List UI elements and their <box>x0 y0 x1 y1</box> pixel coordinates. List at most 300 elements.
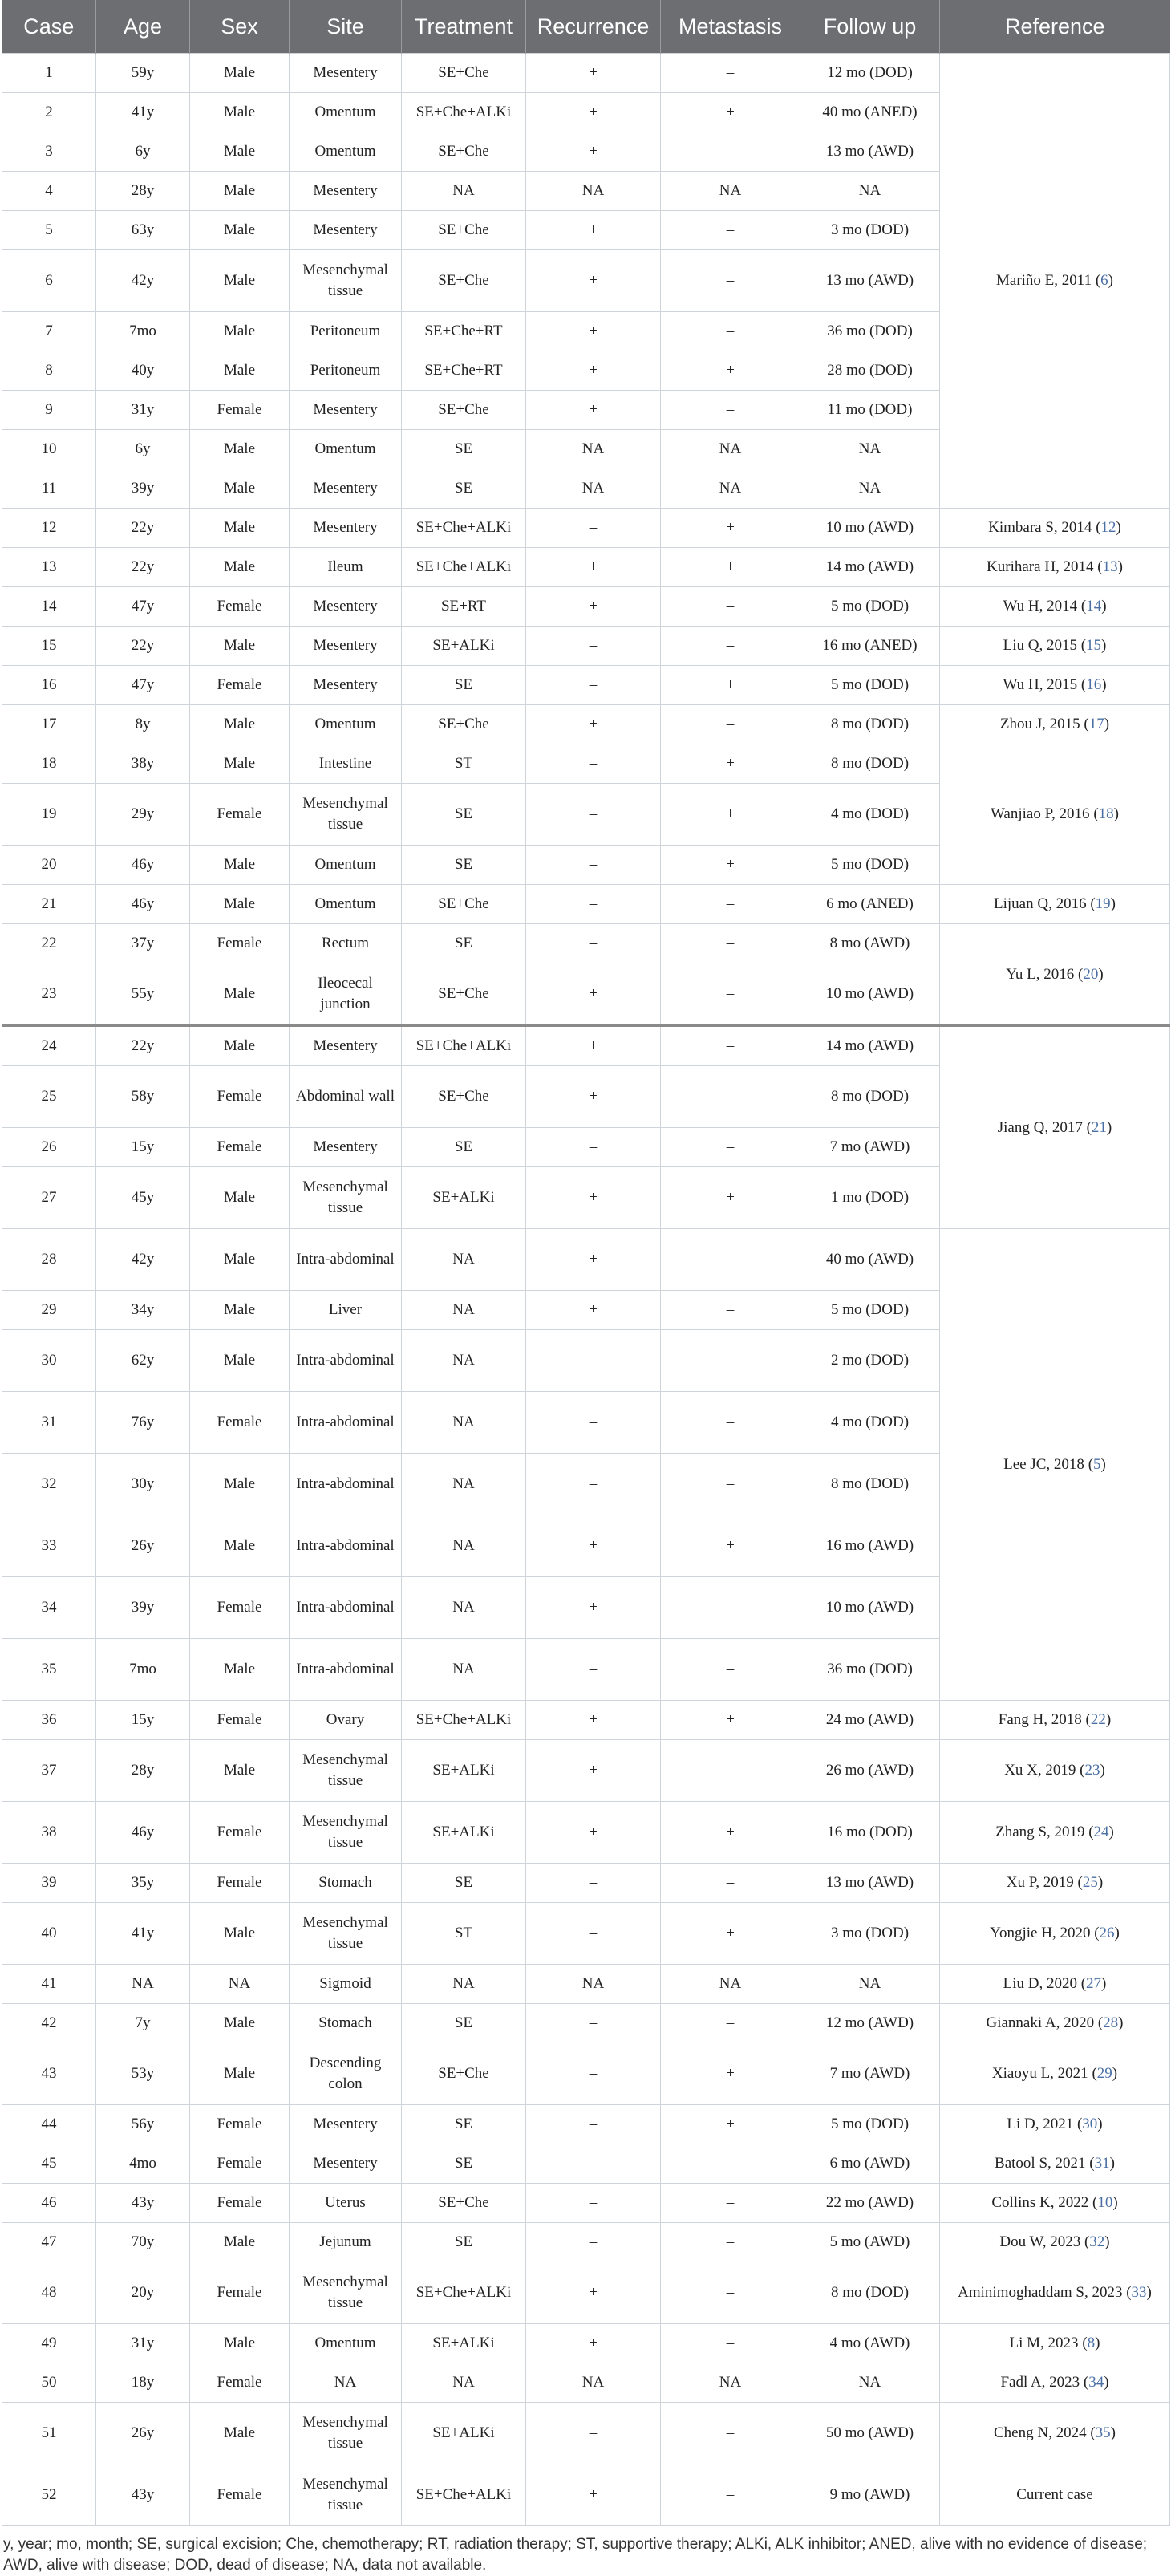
cell-reference: Wanjiao P, 2016 (18) <box>940 744 1170 885</box>
cell-follow: 14 mo (AWD) <box>800 548 940 587</box>
cell-sex: Male <box>190 1291 290 1330</box>
cell-sex: Male <box>190 1515 290 1577</box>
cell-site: Peritoneum <box>290 351 402 391</box>
cell-follow: 26 mo (AWD) <box>800 1740 940 1802</box>
cell-metastasis: + <box>661 744 800 784</box>
citation-link[interactable]: 35 <box>1095 2424 1111 2441</box>
cell-case: 5 <box>2 211 96 250</box>
table-row <box>2 548 1170 587</box>
cell-site: Mesentery <box>290 211 402 250</box>
cell-recurrence: + <box>526 705 661 744</box>
cell-site: Mesenchymal tissue <box>290 1740 402 1802</box>
cell-metastasis: – <box>661 2144 800 2184</box>
cell-sex: Male <box>190 1229 290 1291</box>
reference-text: Yu L, 2016 <box>1006 965 1075 983</box>
cell-site: Intra-abdominal <box>290 1639 402 1701</box>
cell-follow: 9 mo (AWD) <box>800 2464 940 2526</box>
cell-case: 43 <box>2 2043 96 2105</box>
cell-sex: Male <box>190 548 290 587</box>
citation-link[interactable]: 33 <box>1131 2284 1147 2301</box>
cell-age: 22y <box>96 509 190 548</box>
citation-link[interactable]: 20 <box>1083 965 1099 983</box>
cell-age: 7y <box>96 2004 190 2043</box>
cell-treatment: SE <box>402 1864 526 1903</box>
cell-age: 15y <box>96 1701 190 1740</box>
citation-link[interactable]: 5 <box>1093 1455 1101 1473</box>
cell-recurrence: – <box>526 2043 661 2105</box>
reference-text: Current case <box>1016 2486 1093 2503</box>
cell-case: 18 <box>2 744 96 784</box>
cell-case: 28 <box>2 1229 96 1291</box>
column-header: Metastasis <box>661 0 800 54</box>
cell-age: 46y <box>96 885 190 924</box>
cell-sex: Female <box>190 2262 290 2324</box>
cell-case: 44 <box>2 2105 96 2144</box>
cell-metastasis: – <box>661 1066 800 1128</box>
cell-treatment: NA <box>402 172 526 211</box>
column-header: Recurrence <box>526 0 661 54</box>
cell-sex: Male <box>190 351 290 391</box>
cell-follow: 3 mo (DOD) <box>800 211 940 250</box>
cell-follow: 12 mo (DOD) <box>800 54 940 93</box>
cell-metastasis: – <box>661 2184 800 2223</box>
cell-age: 22y <box>96 627 190 666</box>
cell-sex: Female <box>190 784 290 846</box>
cell-site: Mesentery <box>290 391 402 430</box>
cell-case: 30 <box>2 1330 96 1392</box>
table-row <box>2 1965 1170 2004</box>
table-row <box>2 885 1170 924</box>
cell-age: 62y <box>96 1330 190 1392</box>
cell-follow: 8 mo (DOD) <box>800 744 940 784</box>
cell-age: 31y <box>96 391 190 430</box>
cell-treatment: SE+Che+ALKi <box>402 93 526 132</box>
cell-follow: 16 mo (DOD) <box>800 1802 940 1864</box>
cell-site: Omentum <box>290 846 402 885</box>
citation-link[interactable]: 29 <box>1096 2065 1112 2082</box>
cell-metastasis: – <box>661 1291 800 1330</box>
cell-sex: Female <box>190 1128 290 1167</box>
cell-treatment: SE <box>402 666 526 705</box>
cell-metastasis: – <box>661 2324 800 2363</box>
cell-case: 32 <box>2 1454 96 1515</box>
cell-recurrence: – <box>526 1128 661 1167</box>
cell-site: NA <box>290 2363 402 2403</box>
table-row <box>2 924 1170 963</box>
cell-treatment: SE <box>402 784 526 846</box>
cell-site: Descending colon <box>290 2043 402 2105</box>
cell-recurrence: – <box>526 2004 661 2043</box>
cell-recurrence: + <box>526 1291 661 1330</box>
reference-text: Xu P, 2019 <box>1006 1874 1074 1891</box>
cell-treatment: SE+Che <box>402 54 526 93</box>
cell-treatment: SE <box>402 2105 526 2144</box>
cell-age: 18y <box>96 2363 190 2403</box>
cell-metastasis: – <box>661 132 800 172</box>
cell-case: 47 <box>2 2223 96 2262</box>
cell-site: Omentum <box>290 885 402 924</box>
cell-treatment: SE+ALKi <box>402 2403 526 2464</box>
cell-case: 22 <box>2 924 96 963</box>
cell-metastasis: – <box>661 2262 800 2324</box>
cell-case: 46 <box>2 2184 96 2223</box>
citation-link[interactable]: 6 <box>1100 272 1108 289</box>
cell-case: 37 <box>2 1740 96 1802</box>
cell-recurrence: – <box>526 885 661 924</box>
cell-follow: 6 mo (AWD) <box>800 2144 940 2184</box>
column-header: Site <box>290 0 402 54</box>
cell-age: 41y <box>96 93 190 132</box>
cell-metastasis: – <box>661 885 800 924</box>
cell-site: Mesentery <box>290 666 402 705</box>
cell-treatment: NA <box>402 1639 526 1701</box>
cell-recurrence: – <box>526 1330 661 1392</box>
cell-metastasis: – <box>661 1330 800 1392</box>
cell-follow: NA <box>800 469 940 509</box>
cell-case: 2 <box>2 93 96 132</box>
table-row <box>2 2223 1170 2262</box>
cell-reference: Wu H, 2014 (14) <box>940 587 1170 627</box>
citation-link[interactable]: 14 <box>1086 598 1102 615</box>
citation-link[interactable]: 24 <box>1093 1823 1109 1840</box>
citation-link[interactable]: 23 <box>1084 1762 1100 1779</box>
cell-age: 35y <box>96 1864 190 1903</box>
cell-age: 76y <box>96 1392 190 1454</box>
cell-treatment: NA <box>402 1330 526 1392</box>
cell-sex: Male <box>190 705 290 744</box>
cell-follow: 13 mo (AWD) <box>800 1864 940 1903</box>
cell-reference: Yongjie H, 2020 (26) <box>940 1903 1170 1965</box>
cell-age: 8y <box>96 705 190 744</box>
cell-sex: Female <box>190 666 290 705</box>
cell-sex: Male <box>190 1026 290 1066</box>
cell-recurrence: + <box>526 1515 661 1577</box>
cell-case: 40 <box>2 1903 96 1965</box>
cell-sex: Female <box>190 1577 290 1639</box>
cell-reference: Xiaoyu L, 2021 (29) <box>940 2043 1170 2105</box>
cell-age: 6y <box>96 430 190 469</box>
cell-case: 38 <box>2 1802 96 1864</box>
reference-text: Xiaoyu L, 2021 <box>991 2065 1088 2082</box>
cell-sex: Male <box>190 250 290 312</box>
table-row <box>2 1864 1170 1903</box>
table-row <box>2 627 1170 666</box>
cell-metastasis: NA <box>661 1965 800 2004</box>
cell-follow: 2 mo (DOD) <box>800 1330 940 1392</box>
citation-link[interactable]: 10 <box>1097 2194 1113 2211</box>
cell-age: 47y <box>96 666 190 705</box>
cell-case: 15 <box>2 627 96 666</box>
cell-follow: 24 mo (AWD) <box>800 1701 940 1740</box>
cell-recurrence: – <box>526 784 661 846</box>
citation-link[interactable]: 12 <box>1100 519 1116 536</box>
column-header: Case <box>2 0 96 54</box>
cell-age: 20y <box>96 2262 190 2324</box>
cell-treatment: SE+RT <box>402 587 526 627</box>
cell-sex: Male <box>190 2403 290 2464</box>
cell-recurrence: + <box>526 1577 661 1639</box>
citation-link[interactable]: 32 <box>1089 2233 1105 2250</box>
cell-sex: Male <box>190 963 290 1026</box>
cell-case: 23 <box>2 963 96 1026</box>
cell-case: 11 <box>2 469 96 509</box>
cell-reference: Jiang Q, 2017 (21) <box>940 1026 1170 1229</box>
table-row <box>2 587 1170 627</box>
cell-metastasis: – <box>661 924 800 963</box>
cell-age: 41y <box>96 1903 190 1965</box>
cell-follow: 8 mo (DOD) <box>800 1066 940 1128</box>
cell-recurrence: + <box>526 2262 661 2324</box>
cell-age: 40y <box>96 351 190 391</box>
cell-sex: Male <box>190 2004 290 2043</box>
citation-link[interactable]: 28 <box>1103 2014 1119 2031</box>
reference-text: Aminimoghaddam S, 2023 <box>958 2284 1123 2301</box>
cell-age: 39y <box>96 1577 190 1639</box>
table-row <box>2 1701 1170 1740</box>
cell-recurrence: – <box>526 1454 661 1515</box>
reference-text: Zhou J, 2015 <box>999 716 1080 732</box>
cell-site: Peritoneum <box>290 312 402 351</box>
citation-link[interactable]: 15 <box>1086 637 1102 654</box>
citation-link[interactable]: 13 <box>1102 558 1118 575</box>
citation-link[interactable]: 26 <box>1099 1925 1115 1941</box>
cell-treatment: NA <box>402 1454 526 1515</box>
citation-link[interactable]: 16 <box>1086 676 1102 693</box>
cell-metastasis: + <box>661 2043 800 2105</box>
cell-reference: Kurihara H, 2014 (13) <box>940 548 1170 587</box>
cell-case: 17 <box>2 705 96 744</box>
cell-recurrence: + <box>526 587 661 627</box>
cell-age: 7mo <box>96 1639 190 1701</box>
reference-text: Dou W, 2023 <box>999 2233 1081 2250</box>
cell-recurrence: – <box>526 627 661 666</box>
cell-treatment: NA <box>402 1577 526 1639</box>
cell-follow: 7 mo (AWD) <box>800 1128 940 1167</box>
cell-recurrence: NA <box>526 172 661 211</box>
cell-treatment: SE+Che <box>402 705 526 744</box>
citation-link[interactable]: 21 <box>1091 1118 1107 1136</box>
cell-follow: 8 mo (DOD) <box>800 1454 940 1515</box>
cell-case: 20 <box>2 846 96 885</box>
citation-link[interactable]: 31 <box>1094 2155 1110 2172</box>
cell-age: 63y <box>96 211 190 250</box>
cell-age: 42y <box>96 250 190 312</box>
cell-follow: 5 mo (DOD) <box>800 1291 940 1330</box>
cell-age: 28y <box>96 1740 190 1802</box>
cell-age: 30y <box>96 1454 190 1515</box>
cell-site: Mesentery <box>290 2144 402 2184</box>
cell-metastasis: NA <box>661 430 800 469</box>
cell-follow: 8 mo (DOD) <box>800 705 940 744</box>
cell-recurrence: + <box>526 312 661 351</box>
cell-follow: 40 mo (AWD) <box>800 1229 940 1291</box>
cell-age: 6y <box>96 132 190 172</box>
cell-recurrence: – <box>526 2184 661 2223</box>
cell-treatment: SE+ALKi <box>402 1740 526 1802</box>
cell-treatment: NA <box>402 1229 526 1291</box>
citation-link[interactable]: 8 <box>1087 2335 1096 2351</box>
cell-metastasis: – <box>661 391 800 430</box>
cell-case: 33 <box>2 1515 96 1577</box>
cell-recurrence: + <box>526 1701 661 1740</box>
table-row <box>2 1740 1170 1802</box>
cell-follow: 50 mo (AWD) <box>800 2403 940 2464</box>
cell-site: Sigmoid <box>290 1965 402 2004</box>
cell-site: Omentum <box>290 2324 402 2363</box>
cell-case: 13 <box>2 548 96 587</box>
reference-text: Lee JC, 2018 <box>1003 1455 1084 1473</box>
cell-recurrence: + <box>526 1167 661 1229</box>
citation-link[interactable]: 17 <box>1088 716 1104 732</box>
reference-text: Batool S, 2021 <box>995 2155 1086 2172</box>
table-row <box>2 1903 1170 1965</box>
cell-reference: Xu P, 2019 (25) <box>940 1864 1170 1903</box>
cell-site: Ovary <box>290 1701 402 1740</box>
reference-text: Collins K, 2022 <box>991 2194 1089 2211</box>
cell-metastasis: + <box>661 1701 800 1740</box>
cell-recurrence: NA <box>526 469 661 509</box>
cell-treatment: SE <box>402 924 526 963</box>
cell-treatment: ST <box>402 744 526 784</box>
cell-metastasis: – <box>661 54 800 93</box>
cell-age: NA <box>96 1965 190 2004</box>
cell-age: 7mo <box>96 312 190 351</box>
cell-age: 22y <box>96 548 190 587</box>
cell-recurrence: – <box>526 1864 661 1903</box>
table-row <box>2 2324 1170 2363</box>
cell-sex: Male <box>190 469 290 509</box>
cell-reference: Batool S, 2021 (31) <box>940 2144 1170 2184</box>
cell-age: 59y <box>96 54 190 93</box>
cell-site: Abdominal wall <box>290 1066 402 1128</box>
cell-site: Mesenchymal tissue <box>290 1167 402 1229</box>
cell-age: 26y <box>96 1515 190 1577</box>
cell-reference: Fadl A, 2023 (34) <box>940 2363 1170 2403</box>
reference-text: Wanjiao P, 2016 <box>991 805 1090 822</box>
table-row <box>2 2144 1170 2184</box>
cell-site: Jejunum <box>290 2223 402 2262</box>
citation-link[interactable]: 18 <box>1098 805 1114 822</box>
cell-case: 3 <box>2 132 96 172</box>
cell-follow: NA <box>800 1965 940 2004</box>
cell-treatment: SE+Che+ALKi <box>402 548 526 587</box>
citation-link[interactable]: 30 <box>1082 2116 1098 2132</box>
table-body <box>2 54 1170 2526</box>
citation-link[interactable]: 19 <box>1095 895 1111 912</box>
cell-case: 51 <box>2 2403 96 2464</box>
cell-sex: Male <box>190 885 290 924</box>
cell-metastasis: – <box>661 1026 800 1066</box>
cell-metastasis: NA <box>661 469 800 509</box>
cell-treatment: SE+ALKi <box>402 1802 526 1864</box>
cell-site: Omentum <box>290 430 402 469</box>
cell-treatment: SE+ALKi <box>402 1167 526 1229</box>
cell-metastasis: – <box>661 250 800 312</box>
cell-recurrence: + <box>526 1066 661 1128</box>
cell-metastasis: + <box>661 548 800 587</box>
citation-link[interactable]: 34 <box>1088 2374 1104 2391</box>
cell-case: 49 <box>2 2324 96 2363</box>
cell-age: 45y <box>96 1167 190 1229</box>
cell-metastasis: + <box>661 1167 800 1229</box>
column-header: Sex <box>190 0 290 54</box>
cell-case: 19 <box>2 784 96 846</box>
cell-metastasis: + <box>661 351 800 391</box>
cell-treatment: SE+Che <box>402 211 526 250</box>
cell-recurrence: – <box>526 1903 661 1965</box>
cell-sex: Male <box>190 2223 290 2262</box>
citation-link[interactable]: 22 <box>1090 1711 1106 1728</box>
cell-case: 50 <box>2 2363 96 2403</box>
cell-metastasis: – <box>661 627 800 666</box>
cell-treatment: SE <box>402 1128 526 1167</box>
cell-recurrence: + <box>526 2464 661 2526</box>
cell-treatment: SE+Che+ALKi <box>402 2464 526 2526</box>
cell-metastasis: + <box>661 784 800 846</box>
cell-site: Rectum <box>290 924 402 963</box>
cell-site: Mesentery <box>290 1128 402 1167</box>
cell-reference: Li M, 2023 (8) <box>940 2324 1170 2363</box>
table-header-row <box>2 0 1170 54</box>
cell-site: Mesenchymal tissue <box>290 2464 402 2526</box>
table-row <box>2 2363 1170 2403</box>
cell-case: 36 <box>2 1701 96 1740</box>
cell-reference: Lijuan Q, 2016 (19) <box>940 885 1170 924</box>
cell-metastasis: – <box>661 1128 800 1167</box>
cell-recurrence: + <box>526 132 661 172</box>
cell-recurrence: – <box>526 2144 661 2184</box>
cell-age: 55y <box>96 963 190 1026</box>
cell-follow: 10 mo (AWD) <box>800 509 940 548</box>
cell-follow: 16 mo (ANED) <box>800 627 940 666</box>
cell-recurrence: NA <box>526 430 661 469</box>
citation-link[interactable]: 27 <box>1086 1975 1102 1992</box>
cell-case: 31 <box>2 1392 96 1454</box>
cell-metastasis: NA <box>661 172 800 211</box>
cell-metastasis: – <box>661 211 800 250</box>
cell-treatment: SE+Che+ALKi <box>402 1026 526 1066</box>
cell-reference: Liu Q, 2015 (15) <box>940 627 1170 666</box>
cell-metastasis: – <box>661 2464 800 2526</box>
cell-sex: Male <box>190 744 290 784</box>
cell-recurrence: + <box>526 2324 661 2363</box>
cell-follow: 36 mo (DOD) <box>800 1639 940 1701</box>
cell-reference: Li D, 2021 (30) <box>940 2105 1170 2144</box>
cell-follow: 36 mo (DOD) <box>800 312 940 351</box>
reference-text: Lijuan Q, 2016 <box>994 895 1087 912</box>
cell-recurrence: NA <box>526 1965 661 2004</box>
cell-follow: 7 mo (AWD) <box>800 2043 940 2105</box>
cell-treatment: SE+Che+RT <box>402 351 526 391</box>
reference-text: Kurihara H, 2014 <box>987 558 1094 575</box>
cell-sex: Female <box>190 1066 290 1128</box>
cell-age: 29y <box>96 784 190 846</box>
cell-treatment: SE+Che+ALKi <box>402 2262 526 2324</box>
cell-follow: 6 mo (ANED) <box>800 885 940 924</box>
cell-age: 28y <box>96 172 190 211</box>
cell-recurrence: + <box>526 1802 661 1864</box>
cell-metastasis: – <box>661 1454 800 1515</box>
citation-link[interactable]: 25 <box>1082 1874 1098 1891</box>
cell-recurrence: – <box>526 1392 661 1454</box>
cell-case: 34 <box>2 1577 96 1639</box>
cell-treatment: NA <box>402 2363 526 2403</box>
cell-metastasis: + <box>661 1802 800 1864</box>
cell-case: 42 <box>2 2004 96 2043</box>
reference-text: Jiang Q, 2017 <box>997 1118 1083 1136</box>
cell-follow: NA <box>800 2363 940 2403</box>
cell-treatment: NA <box>402 1965 526 2004</box>
